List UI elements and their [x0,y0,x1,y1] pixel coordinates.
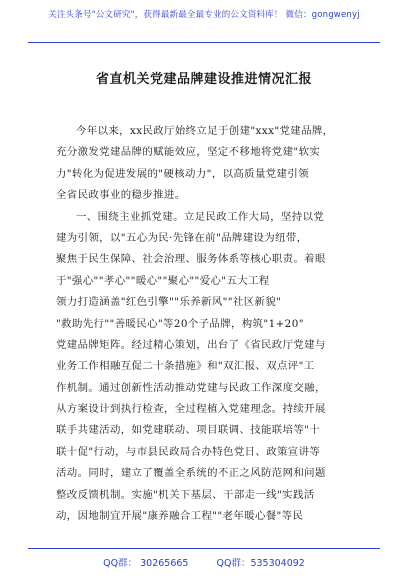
footer [0,555,408,569]
body-line: 全省民政事业的稳步推进。 [56,189,186,202]
body-line: 联手共建活动，如党建联动、项目联调、技能联培等"十 [56,424,321,437]
body-line: 党建品牌矩阵。经过精心策划，出台了《省民政厅党建与 [56,338,326,351]
document-body [56,121,356,527]
document-title: 省直机关党建品牌建设推进情况汇报 [95,72,312,87]
footer-qq-group-1: QQ群： 30265665 [103,558,189,569]
body-line: 今年以来，xx民政厅始终立足于创建"xxx"党建品牌， [76,125,334,137]
body-line: 力"转化为促进发展的"硬核动力"，以高质量党建引领 [56,167,309,180]
body-line: 从方案设计到执行检查，全过程植入党建理念。持续开展 [56,403,326,416]
footer-divider [28,548,380,549]
body-line: "救助先行""善暖民心"等20个子品牌，构筑"1+20" [56,317,304,330]
body-line: 建为引领，以"五心为民·先锋在前"品牌建设为纽带， [56,231,308,244]
body-line: 聚焦于民生保障、社会治理、服务体系等核心职责。着眼 [56,253,326,266]
body-line: 业务工作相融互促二十条措施》和"双汇报、双点评"工 [56,360,315,373]
body-line: 充分激发党建品牌的赋能效应，坚定不移地将党建"软实 [56,146,321,159]
body-line: 整改反馈机制。实施"机关下基层、干部走一线"实践活 [56,488,315,501]
body-line: 一、围绕主业抓党建。立足民政工作大局，坚持以党 [76,210,325,223]
body-line: 动，因地制宜开展"康养融合工程""老年暖心餐"等民 [56,510,304,523]
body-line: 活动。同时，建立了覆盖全系统的不正之风防范网和问题 [56,467,326,480]
body-line: 联十促"行动，与市县民政局合办特色党日、政策宣讲等 [56,445,321,458]
body-line: 于"强心""孝心""暖心""聚心""爱心"五大工程 [56,274,270,287]
footer-qq-group-2: QQ群：535304092 [216,558,305,569]
header-divider [28,42,380,43]
header-notice: 关注头条号"公文研究"，获得最新最全最专业的公文资料库！ 微信：gongwenyj [48,10,360,20]
body-line: 领力打造涵盖"红色引擎""乐养新风""社区新貌" [56,296,282,309]
body-line: 作机制。通过创新性活动推动党建与民政工作深度交融， [56,381,326,394]
